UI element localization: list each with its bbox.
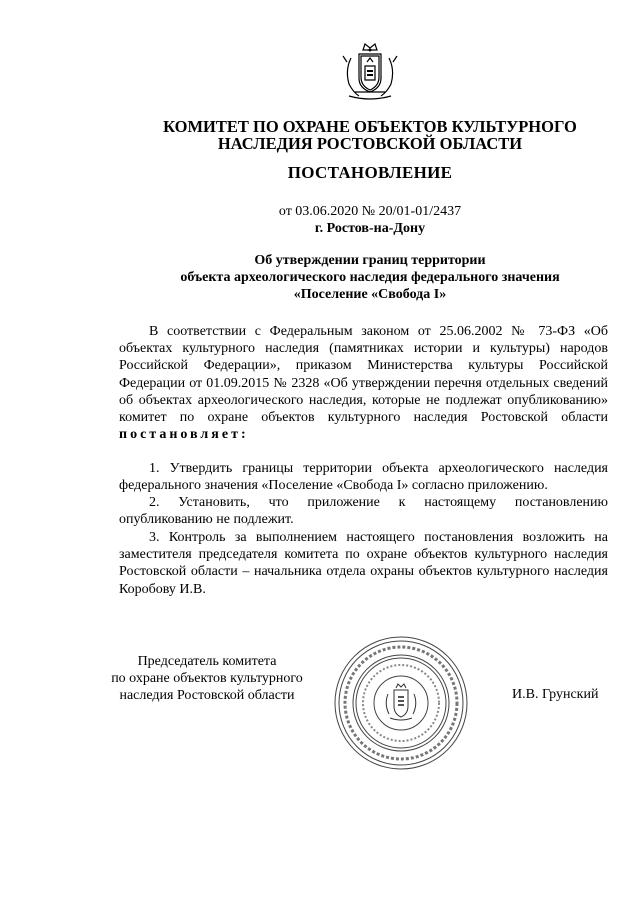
item-2: 2. Установить, что приложение к настоящему постановлению опубликованию не подлежит. xyxy=(119,495,608,528)
org-name-line1: КОМИТЕТ ПО ОХРАНЕ ОБЪЕКТОВ КУЛЬТУРНОГО xyxy=(163,117,577,136)
preamble-text: В соответствии с Федеральным законом от 25.06.2002 № 73-ФЗ «Об объектах культурного наследия (памятниках истории и культуры) народов Российской Федерации», приказом Министерства культуры Российской Федерации от 01.09.2015 № 2328 «Об утверждении перечня отдельных сведений об объектах археологического наследия, которые не подлежат опубликованию» комитет по охране объектов культурного наследия Ростовской области xyxy=(119,324,608,426)
subject-line1: Об утверждении границ территории xyxy=(254,253,486,268)
decree-word: постановляет: xyxy=(119,427,249,443)
signatory-name: И.В. Грунский xyxy=(512,687,599,702)
signatory-position: Председатель комитета по охране объектов культурного наследия Ростовской области xyxy=(111,654,303,703)
official-seal-icon xyxy=(332,634,470,772)
coat-of-arms-icon xyxy=(339,40,401,104)
item-3: 3. Контроль за выполнением настоящего постановления возложить на заместителя председателя комитета по охране объектов культурного наследия Ростовской области – начальника отдела охраны объектов культурного наследия Коробову И.В. xyxy=(119,530,608,597)
document-type-title: ПОСТАНОВЛЕНИЕ xyxy=(287,163,453,182)
org-name-line2: НАСЛЕДИЯ РОСТОВСКОЙ ОБЛАСТИ xyxy=(217,134,523,153)
subject-line2: объекта археологического наследия федерального значения xyxy=(180,270,560,285)
subject-line3: «Поселение «Свобода I» xyxy=(293,287,447,302)
city: г. Ростов-на-Дону xyxy=(314,221,426,236)
item-1: 1. Утвердить границы территории объекта археологического наследия федерального значения «Поселение «Свобода I» согласно приложению. xyxy=(119,461,608,494)
date-number: от 03.06.2020 № 20/01-01/2437 xyxy=(278,204,462,219)
subject-heading xyxy=(120,252,620,303)
preamble-paragraph xyxy=(119,323,608,443)
